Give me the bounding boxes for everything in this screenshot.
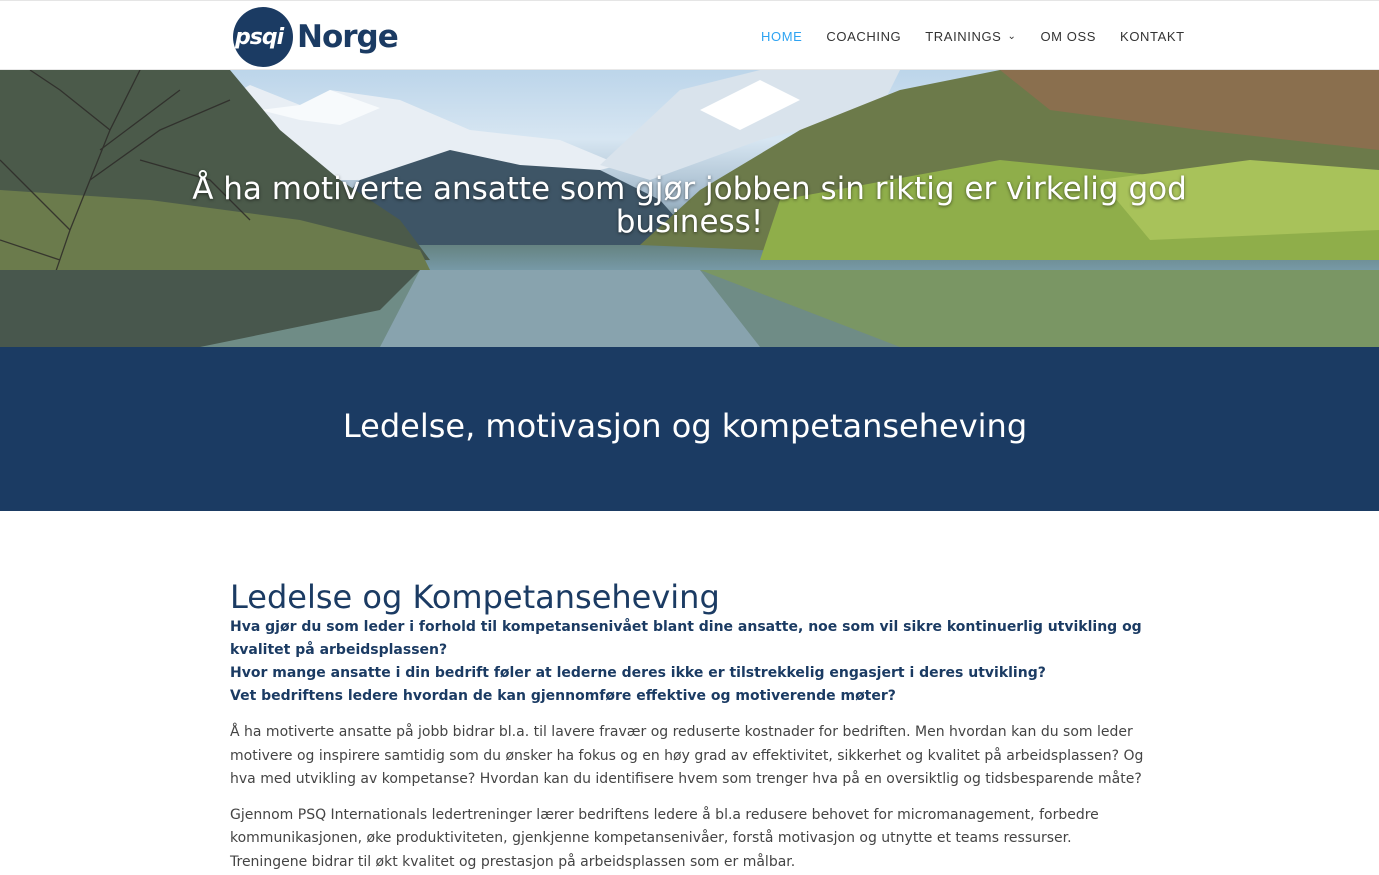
logo-mark: [233, 7, 293, 67]
logo-wordmark: Norge: [297, 19, 398, 55]
nav-item-kontakt[interactable]: KONTAKT: [1120, 29, 1185, 44]
question-3: Vet bedriftens ledere hvordan de kan gjennomføre effektive og motiverende møter?: [230, 688, 896, 704]
chevron-down-icon: ⌄: [1007, 31, 1017, 42]
main-nav: [761, 29, 1185, 44]
section-heading: Ledelse og Kompetanseheving: [230, 578, 720, 616]
logo-mark-text: psqi: [235, 25, 284, 50]
main-content: [230, 578, 1145, 874]
nav-item-trainings[interactable]: [925, 29, 1016, 44]
question-1: Hva gjør du som leder i forhold til kompetansenivået blant dine ansatte, noe som vil sikre kontinuerlig utvikling og kvalitet på arbeidsplassen?: [230, 619, 1142, 658]
hero-banner: [0, 70, 1379, 347]
nav-item-trainings-label: TRAININGS: [925, 29, 1002, 44]
site-logo[interactable]: [233, 7, 398, 67]
nav-item-coaching[interactable]: COACHING: [826, 29, 902, 44]
paragraph-1: Å ha motiverte ansatte på jobb bidrar bl.a. til lavere fravær og reduserte kostnader for bedriften. Men hvordan kan du som leder motivere og inspirere samtidig som du ønsker ha fokus og en høy grad av effektivitet, sikkerhet og kvalitet på arbeidsplassen? Og hva med utvikling av kompetanse? Hvordan kan du identifisere hvem som trenger hva på en oversiktlig og tidsbesparende måte?: [230, 724, 1144, 787]
band-title: Ledelse, motivasjon og kompetanseheving: [342, 407, 1028, 445]
section-band: [0, 347, 1379, 511]
nav-item-om-oss[interactable]: OM OSS: [1040, 29, 1097, 44]
hero-title: Å ha motiverte ansatte som gjør jobben sin riktig er virkelig god business!: [192, 171, 1187, 240]
site-header: [0, 0, 1379, 70]
paragraph-2: Gjennom PSQ Internationals ledertreninger lærer bedriftens ledere å bl.a redusere behovet for micromanagement, forbedre kommunikasjonen, øke produktiviteten, gjenkjenne kompetansenivåer, forstå motivasjon og utnytte et teams ressurser. Treningene bidrar til økt kvalitet og prestasjon på arbeidsplassen som er målbar.: [230, 806, 1099, 870]
question-2: Hvor mange ansatte i din bedrift føler at lederne deres ikke er tilstrekkelig engasjert i deres utvikling?: [230, 665, 1046, 681]
nav-item-home[interactable]: HOME: [761, 29, 803, 44]
